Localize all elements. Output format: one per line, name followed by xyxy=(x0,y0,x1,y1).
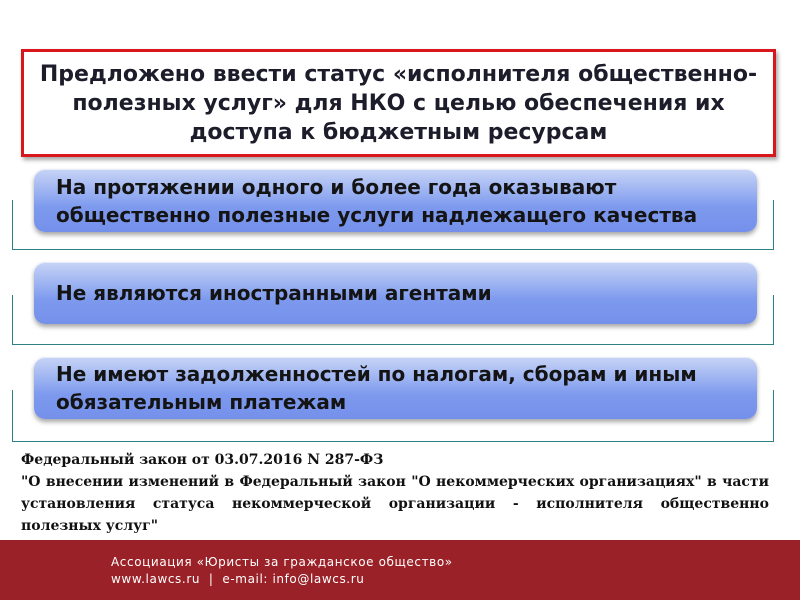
slide-title: Предложено ввести статус «исполнителя общественно-полезных услуг» для НКО с целью обеспечения их доступа к бюджетным ресурсам xyxy=(39,61,758,145)
criterion-2 xyxy=(34,262,757,324)
footer-organization: Ассоциация «Юристы за гражданское общество» xyxy=(111,555,453,569)
criterion-3 xyxy=(34,357,757,419)
law-reference xyxy=(21,449,769,537)
criterion-1-text: На протяжении одного и более года оказывают общественно полезные услуги надлежащего качества xyxy=(56,174,698,227)
criterion-3-text: Не имеют задолженностей по налогам, сборам и иным обязательным платежам xyxy=(56,362,697,414)
law-text: "О внесении изменений в Федеральный закон "О некоммерческих организациях" в части установления статуса некоммерческой организации - исполнителя общественно полезных услуг" xyxy=(21,474,769,534)
title-box xyxy=(21,49,776,157)
criterion-2-text: Не являются иностранными агентами xyxy=(56,281,492,305)
footer-contacts: www.lawcs.ru | e-mail: info@lawcs.ru xyxy=(111,572,365,586)
criterion-1 xyxy=(34,169,757,232)
law-title: Федеральный закон от 03.07.2016 N 287-ФЗ xyxy=(21,452,384,468)
footer-bar xyxy=(0,540,800,600)
